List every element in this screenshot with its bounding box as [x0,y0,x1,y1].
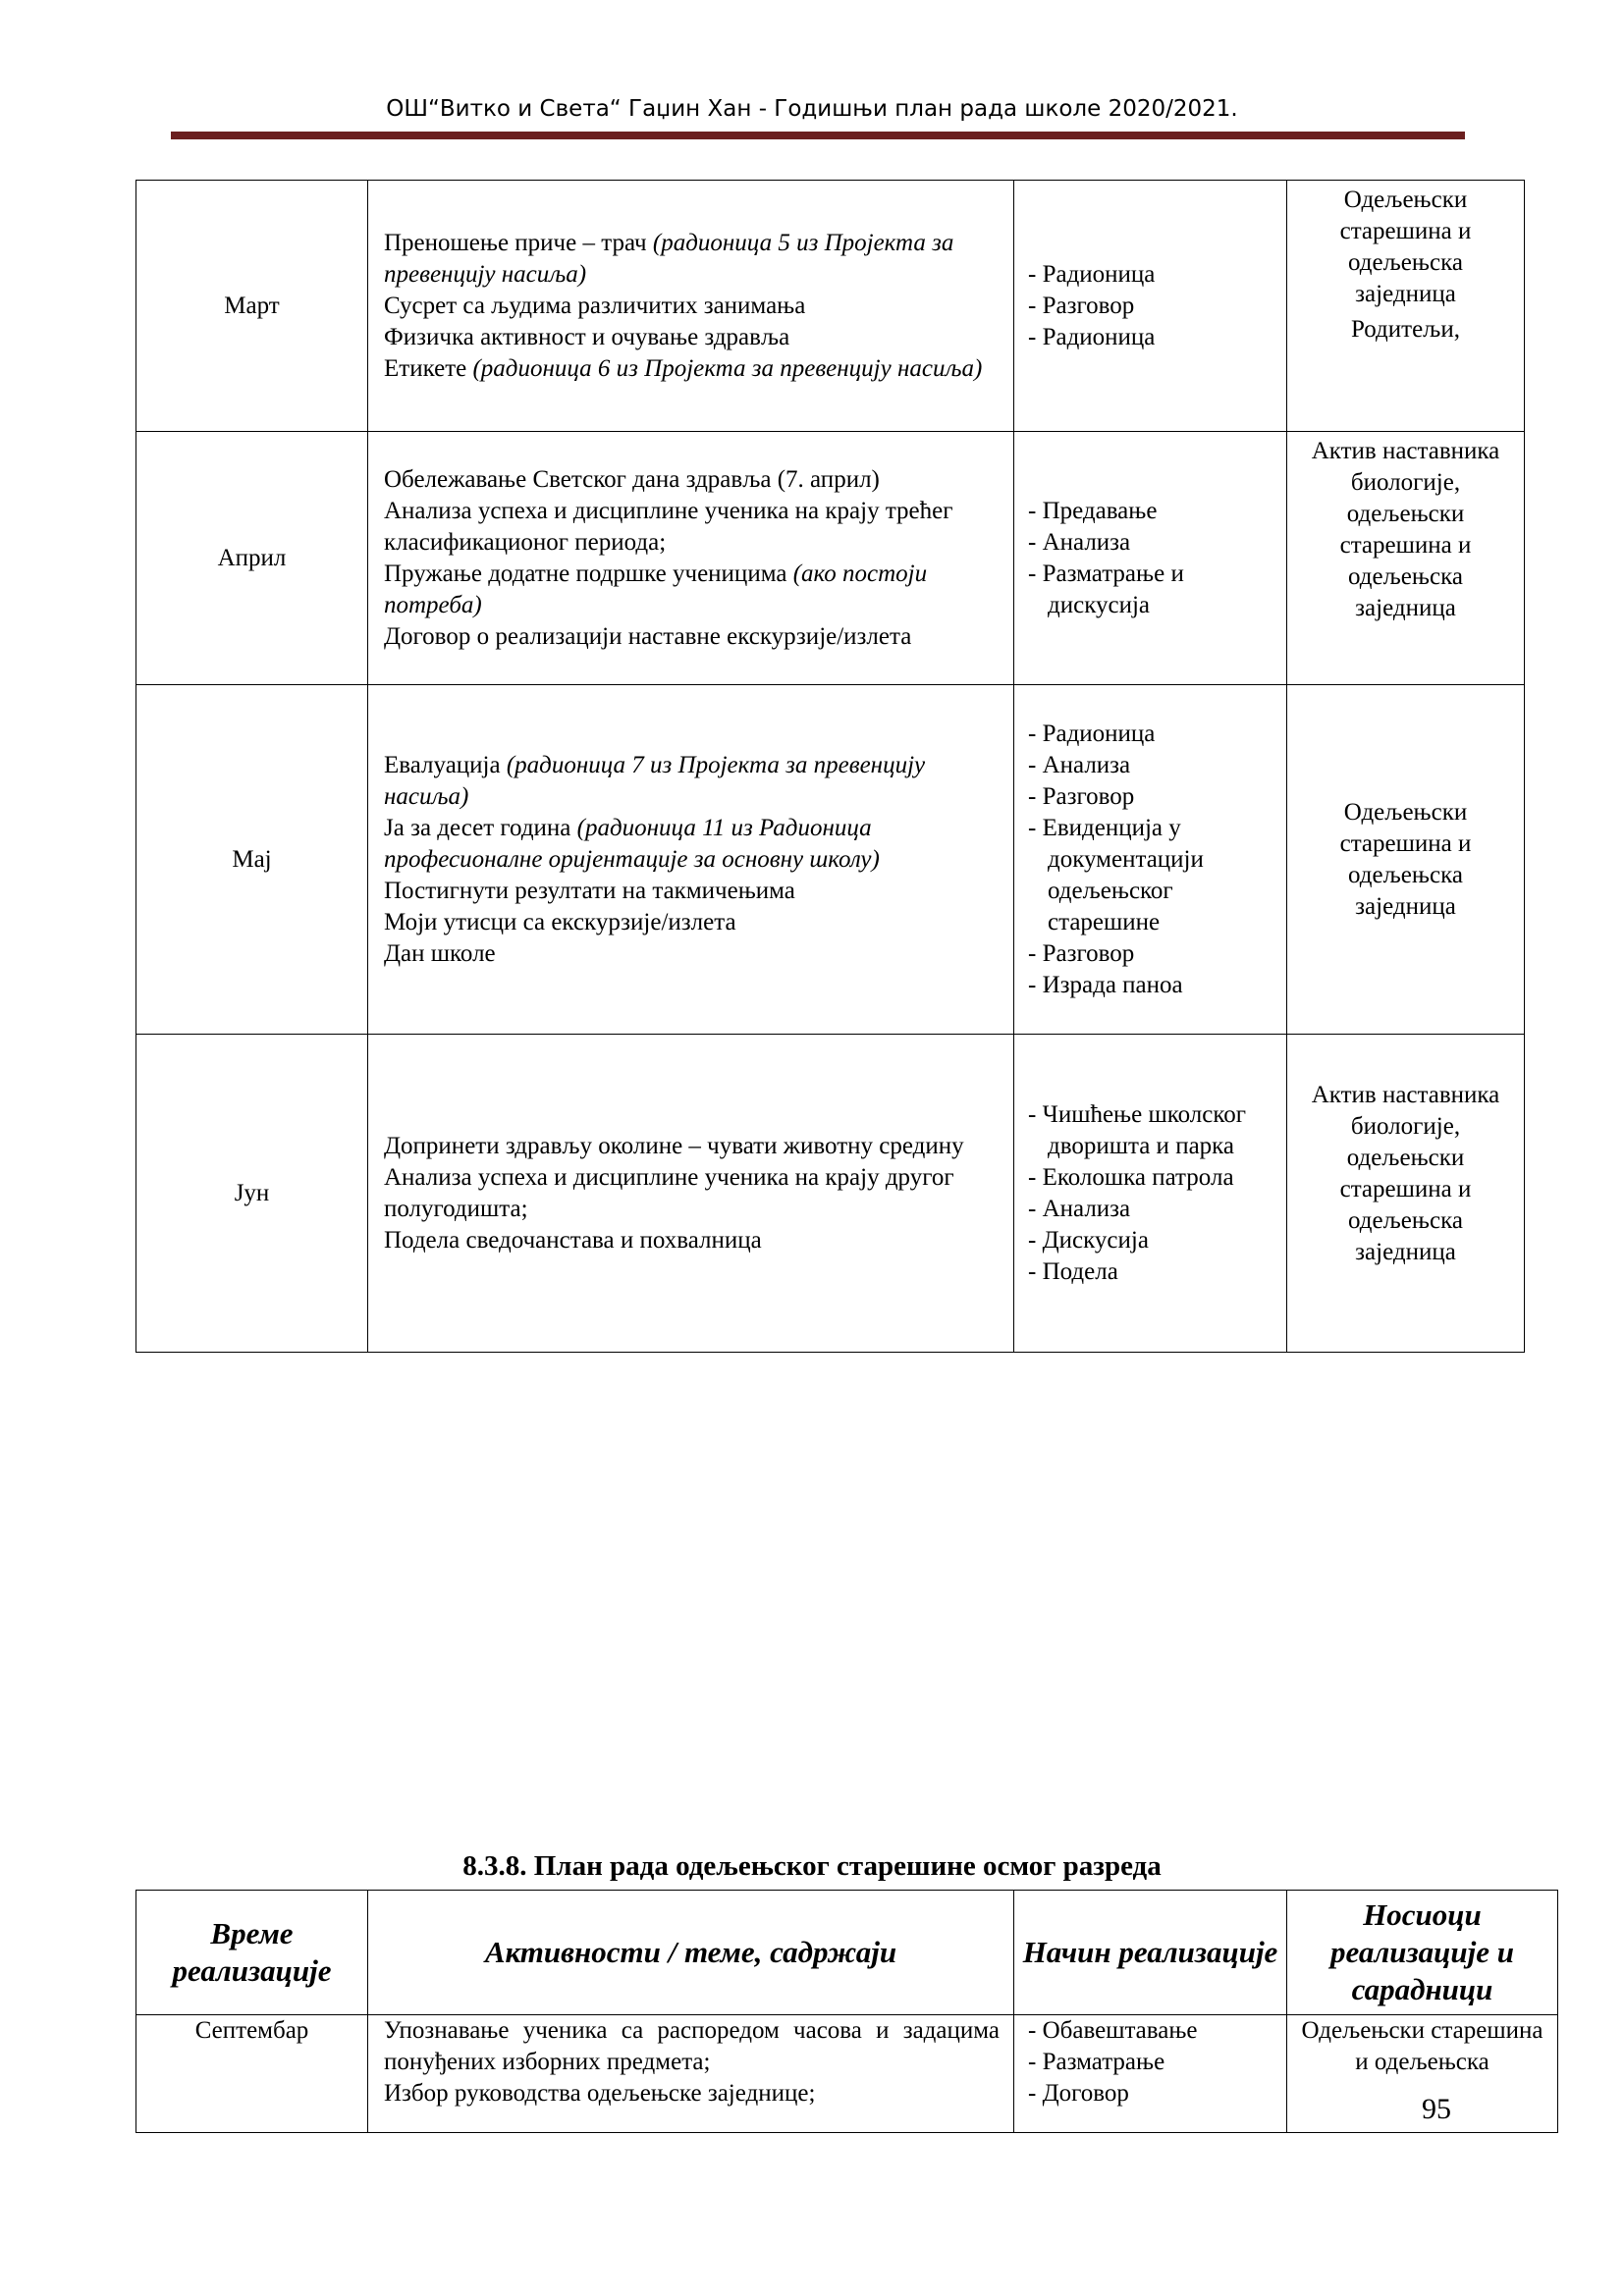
method-cell [1014,2015,1287,2133]
page-header: ОШ“Витко и Света“ Гаџин Хан - Годишњи план рада школе 2020/2021. [386,96,1238,122]
activities-cell [368,2015,1014,2133]
activity-line [384,813,1000,876]
method-item: - Чишћење школског дворишта и парка [1028,1100,1246,1159]
method-item: - Израда паноа [1028,971,1183,998]
method-cell [1014,432,1287,685]
activity-line [384,876,1000,907]
activity-line [384,621,1000,653]
activity-text: Етикете [384,354,473,382]
month-cell: Мај [136,685,368,1035]
method-item: - Анализа [1028,528,1131,556]
activity-line [384,291,1000,322]
table-header-row [136,1891,1558,2015]
activity-line [384,938,1000,970]
activity-note: (радионица 5 из Пројекта за превенцију насиља) [384,229,954,288]
activity-line: Упознавање ученика са распоредом часова и задацима понуђених изборних предмета; [384,2017,1000,2075]
carrier-line: Одељењски старешина и одељењска заједница [1339,187,1472,307]
plan-table-continued [135,180,1525,1353]
method-item: - Радионица [1028,260,1156,288]
carrier-line: Актив наставника биологије, одељењски старешина и одељењска заједница [1311,438,1500,621]
activity-line [384,1225,1000,1256]
activity-text: Сусрет са људима различитих занимања [384,292,806,319]
method-item: - Радионица [1028,323,1156,350]
activity-line [384,464,1000,496]
method-item: - Разматрање и дискусија [1028,560,1184,618]
header-time: Време реализације [136,1891,368,2015]
activity-text: Допринети здрављу околине – чувати животну средину [384,1132,964,1159]
table-row [136,1035,1525,1353]
activity-note: (радионица 7 из Пројекта за превенцију насиља) [384,751,926,810]
carriers-cell: Одељењски старешина и одељењска [1287,2015,1558,2133]
carriers-cell [1287,685,1525,1035]
activity-text: Подела сведочанстава и похвалница [384,1226,762,1254]
table-row [136,2015,1558,2133]
activity-note: (ако постоји потреба) [384,560,928,618]
header-rule [171,132,1465,139]
activities-cell [368,432,1014,685]
method-item: - Дискусија [1028,1226,1149,1254]
carriers-cell [1287,432,1525,685]
carriers-cell [1287,1035,1525,1353]
method-item: - Анализа [1028,751,1131,778]
method-item: - Радионица [1028,720,1156,747]
method-item: - Разговор [1028,292,1135,319]
activity-line [384,559,1000,621]
activity-note: (радионица 11 из Радионица професионалне оријентације за основну школу) [384,814,880,873]
month-cell: Март [136,181,368,432]
carrier-line: Актив наставника биологије, одељењски старешина и одељењска заједница [1311,1082,1500,1265]
activities-cell [368,181,1014,432]
month-cell: Септембар [136,2015,368,2133]
activity-line [384,907,1000,938]
activity-line [384,750,1000,813]
plan-table-eighth-grade [135,1890,1558,2133]
activity-line: Избор руководства одељењске заједнице; [384,2080,816,2107]
method-item: - Разговор [1028,782,1135,810]
activity-text: Ја за десет година [384,814,577,841]
method-item: - Разматрање [1028,2049,1165,2075]
section-title: 8.3.8. План рада одељењског старешине осмог разреда [462,1850,1162,1882]
page-number: 95 [1422,2093,1451,2125]
activity-text: Пружање додатне подршке ученицима [384,560,793,587]
activity-note: (радионица 6 из Пројекта за превенцију насиља) [472,354,983,382]
method-item: - Подела [1028,1257,1118,1285]
header-carriers: Носиоци реализације и сарадници [1287,1891,1558,2015]
activities-cell [368,685,1014,1035]
method-item: - Анализа [1028,1195,1131,1222]
header-method: Начин реализације [1014,1891,1287,2015]
activity-line [384,1162,1000,1225]
activity-text: Анализа успеха и дисциплине ученика на крају другог полугодишта; [384,1163,954,1222]
table-row [136,432,1525,685]
activity-line [384,322,1000,353]
header-activities: Активности / теме, садржаји [368,1891,1014,2015]
table-row [136,685,1525,1035]
method-item: - Предавање [1028,497,1158,524]
table-row [136,181,1525,432]
method-item: - Обавештавање [1028,2017,1198,2044]
carriers-cell [1287,181,1525,432]
activity-line [384,496,1000,559]
activity-text: Физичка активност и очување здравља [384,323,790,350]
activity-text: Обележавање Светског дана здравља (7. април) [384,465,880,493]
carrier-line: Родитељи, [1351,316,1460,343]
activities-cell [368,1035,1014,1353]
activity-line [384,353,1000,385]
activity-line [384,228,1000,291]
method-cell [1014,1035,1287,1353]
activity-text: Постигнути резултати на такмичењима [384,877,795,904]
method-cell [1014,685,1287,1035]
activity-text: Моји утисци са екскурзије/излета [384,908,736,935]
activity-text: Евалуација [384,751,507,778]
activity-text: Преношење приче – трач [384,229,653,256]
month-cell: Април [136,432,368,685]
activity-text: Дан школе [384,939,496,967]
method-item: - Договор [1028,2080,1129,2107]
method-cell [1014,181,1287,432]
month-cell: Јун [136,1035,368,1353]
carrier-line: Одељењски старешина и одељењска заједница [1339,798,1472,920]
activity-text: Договор о реализацији наставне екскурзије/излета [384,622,912,650]
method-item: - Еколошка патрола [1028,1163,1234,1191]
activity-line [384,1131,1000,1162]
method-item: - Евиденција у документацији одељењског старешине [1028,814,1204,935]
activity-text: Анализа успеха и дисциплине ученика на крају трећег класификационог периода; [384,497,953,556]
method-item: - Разговор [1028,939,1135,967]
